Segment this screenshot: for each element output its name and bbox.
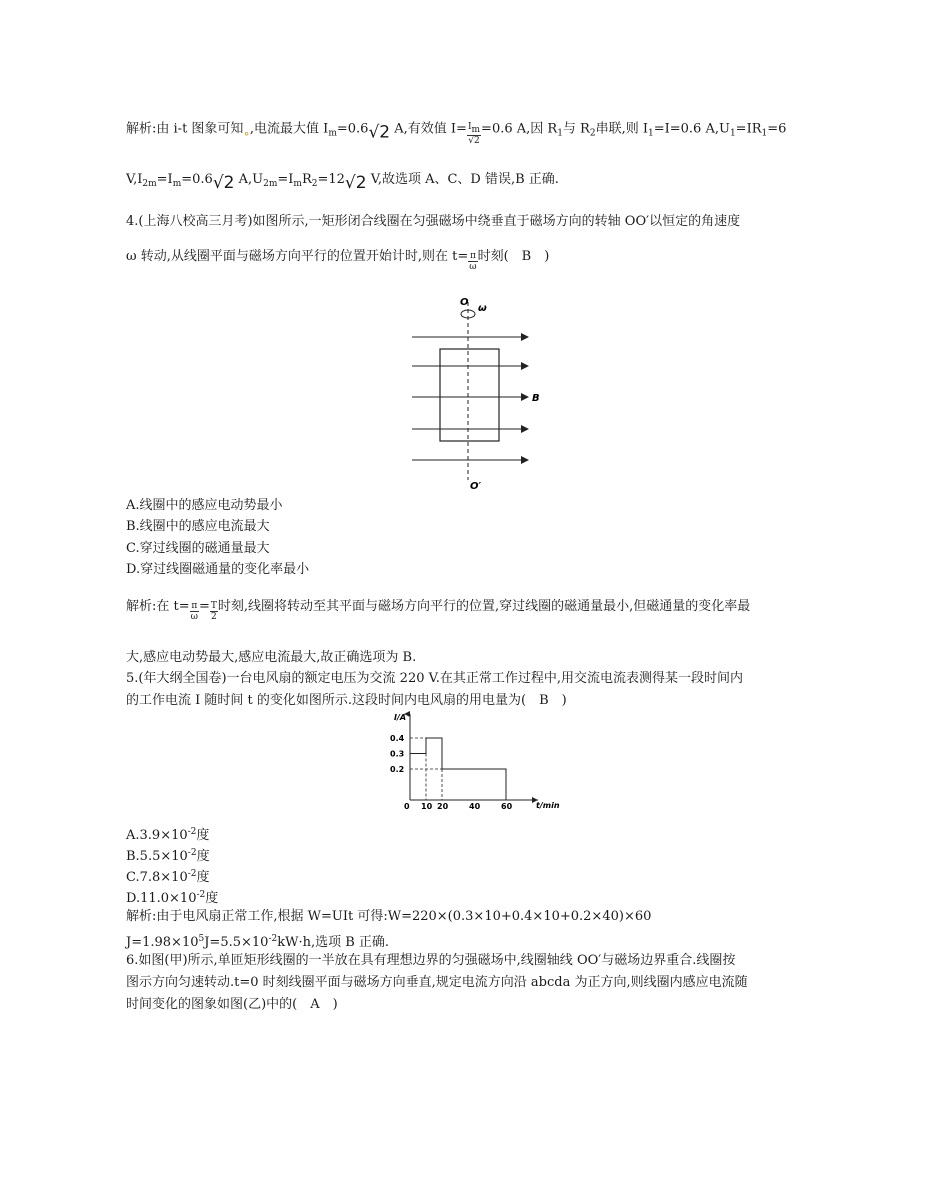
text: =I [156,172,173,187]
subscript: 2 [589,128,596,139]
subscript: 2m [142,179,157,189]
fraction-pi-over-omega: $\frac{\pi}{\omega}$ [469,251,477,272]
text: V,故选项 A、C、D 错误,B 正确. [370,172,559,187]
text: =6 [767,121,787,137]
subscript: 1 [761,128,768,139]
fraction-pi-over-omega: $\frac{\pi}{\omega}$ [190,601,198,622]
text: =I [277,172,294,187]
text: ,电流最大值 I [249,121,329,137]
current-time-chart [388,708,568,813]
chart-svg [388,708,568,813]
label-omega: ω [478,303,487,314]
q3-analysis-line1 [126,117,787,146]
q4-option-d: D.穿过线圈磁通量的变化率最小 [126,562,310,577]
q5-option-d: $D.11.0\times 10^{-2}$度 [126,890,219,906]
subscript: m [328,128,337,139]
q4-stem-line2 [126,246,550,272]
text: ω 转动,从线圈平面与磁场方向平行的位置开始计时,则在 t= [126,249,469,264]
subscript: m [293,179,302,189]
x-tick-label: 40 [469,802,481,811]
text: 解析:由 i-t 图象可知 [126,121,244,137]
q5-option-b: $B.5.5\times 10^{-2}$度 [126,848,210,864]
q3-analysis-line2 [126,171,559,193]
q4-analysis-line2: 大,感应电动势最大,感应电流最大,故正确选项为 B. [126,650,417,665]
label-O-prime: O′ [470,481,482,490]
x-tick-label: 0 [404,802,410,811]
subscript: m [172,179,182,189]
text: =0.6 [181,172,213,187]
q4-option-a: A.线圈中的感应电动势最小 [126,498,283,513]
q5-analysis-line2: $J=1.98\times 10^5J=5.5\times 10^{-2}kW\cdot h$,选项 B 正确. [126,934,390,950]
sqrt-symbol: √2 [344,173,367,193]
q4-option-c: C.穿过线圈的磁通量最大 [126,541,270,556]
text: =IR [735,121,762,137]
text: =0.6 A,因 R [481,121,558,137]
text: R [301,172,312,187]
q5-option-c: $C.7.8\times 10^{-2}$度 [126,869,210,885]
subscript: 1 [729,128,736,139]
text: A,有效值 I= [394,121,467,137]
fraction-T-over-2: $\frac{T}{2}$ [210,601,217,622]
subscript: 1 [557,128,563,139]
text: =12 [317,172,345,187]
x-tick-label: 10 [421,802,433,811]
text: =0.6 [336,121,369,137]
q4-analysis-line1 [126,596,751,622]
sqrt-symbol: √2 [368,122,391,143]
subscript: 2m [263,179,278,189]
subscript: 1 [647,128,654,139]
y-tick-label: 0.4 [390,734,405,743]
q5-stem-line1: 5.(年大纲全国卷)一台电风扇的额定电压为交流 220 V.在其正常工作过程中,用交流电流表测得某一段时间内 [126,671,744,686]
label-O: O [460,297,469,308]
y-tick-label: 0.3 [390,749,405,759]
coil-in-field-figure [400,292,560,490]
fraction-Im-over-sqrt2: $\frac{Im}{√2}$ [467,122,481,146]
sqrt-symbol: √2 [212,173,235,193]
text: =I=0.6 A,U [653,121,730,137]
x-axis-label: t/min [536,801,560,810]
y-axis-label: I/A [394,713,407,722]
q6-stem-line3: 时间变化的图象如图(乙)中的( A ) [126,997,338,1012]
text: = [198,599,210,614]
text: 时刻( B ) [477,249,550,264]
text: 串联,则 I [595,121,648,137]
q6-stem-line2: 图示方向匀速转动.t=0 时刻线圈平面与磁场方向垂直,规定电流方向沿 abcda 为正方向,则线圈内感应电流随 [126,975,748,990]
text: 时刻,线圈将转动至其平面与磁场方向平行的位置,穿过线圈的磁通量最小,但磁通量的变化率最 [217,599,751,614]
q4-option-b: B.线圈中的感应电流最大 [126,519,270,534]
q5-option-a: $A.3.9\times 10^{-2}$度 [126,827,210,843]
text: 与 R [562,121,590,137]
q5-stem-line2: 的工作电流 I 随时间 t 的变化如图所示.这段时间内电风扇的用电量为( B ) [126,693,567,708]
orange-mark-icon: ˳ [243,121,250,137]
q5-analysis-line1: 解析:由于电风扇正常工作,根据 W=UIt 可得:W=220×(0.3×10+0.4×10+0.2×40)×60 [126,909,652,924]
x-tick-label: 60 [501,802,513,811]
q4-stem-line1: 4.(上海八校高三月考)如图所示,一矩形闭合线圈在匀强磁场中绕垂直于磁场方向的转轴 OO′以恒定的角速度 [126,214,741,229]
current-series-line [410,738,506,800]
subscript: 2 [311,179,318,189]
coil-rectangle [440,349,499,441]
text: V,I [126,172,143,187]
x-tick-label: 20 [437,802,449,811]
text: A,U [238,172,264,187]
text: 解析:在 t= [126,599,190,614]
q6-stem-line1: 6.如图(甲)所示,单匝矩形线圈的一半放在具有理想边界的匀强磁场中,线圈轴线 OO′与磁场边界重合.线圈按 [126,953,736,968]
y-tick-label: 0.2 [390,765,405,774]
label-B: B [532,393,540,404]
